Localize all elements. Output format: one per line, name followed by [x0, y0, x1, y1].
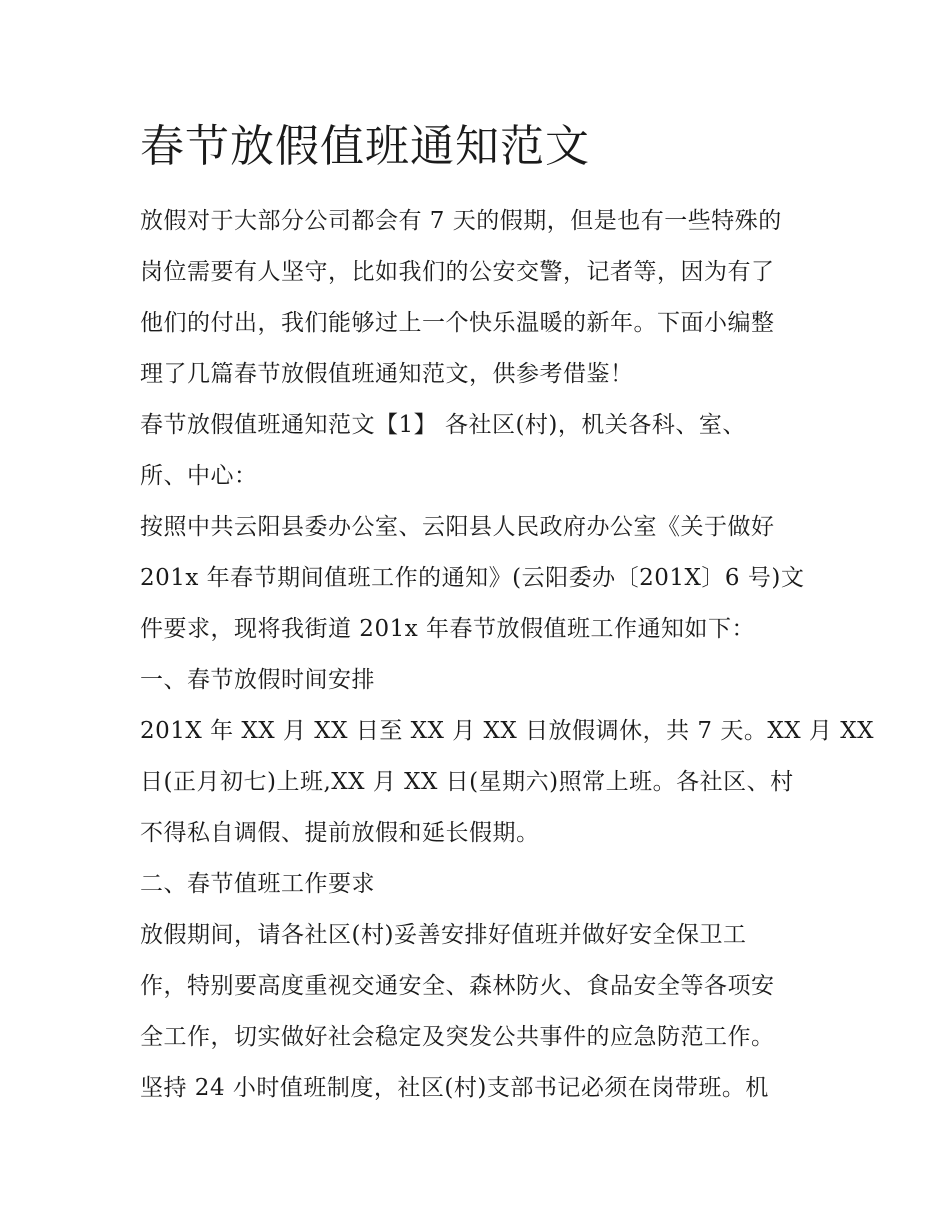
paragraph-line: 放假期间，请各社区(村)妥善安排好值班并做好安全保卫工: [140, 922, 747, 948]
paragraph-line: 201x 年春节期间值班工作的通知》(云阳委办〔201X〕6 号)文: [140, 565, 805, 591]
paragraph-line: 岗位需要有人坚守，比如我们的公安交警，记者等，因为有了: [140, 259, 775, 285]
paragraph-line: 按照中共云阳县委办公室、云阳县人民政府办公室《关于做好: [140, 514, 775, 540]
paragraph-line: 理了几篇春节放假值班通知范文，供参考借鉴！: [140, 361, 634, 387]
paragraph-line: 件要求，现将我街道 201x 年春节放假值班工作通知如下：: [140, 616, 755, 642]
paragraph-line: 日(正月初七)上班,XX 月 XX 日(星期六)照常上班。各社区、村: [140, 769, 794, 795]
section-heading-line: 春节放假值班通知范文【1】 各社区(村)，机关各科、室、: [140, 412, 746, 438]
paragraph-line: 放假对于大部分公司都会有 7 天的假期，但是也有一些特殊的: [140, 208, 782, 234]
section-heading-line: 一、春节放假时间安排: [140, 667, 375, 693]
paragraph-line: 坚持 24 小时值班制度，社区(村)支部书记必须在岗带班。机: [140, 1075, 769, 1101]
document-title: 春节放假值班通知范文: [140, 121, 590, 172]
paragraph-line: 全工作，切实做好社会稳定及突发公共事件的应急防范工作。: [140, 1024, 775, 1050]
paragraph-line: 所、中心：: [140, 463, 258, 489]
paragraph-line: 作，特别要高度重视交通安全、森林防火、食品安全等各项安: [140, 973, 775, 999]
paragraph-line: 不得私自调假、提前放假和延长假期。: [140, 820, 540, 846]
section-heading-line: 二、春节值班工作要求: [140, 871, 375, 897]
paragraph-line: 他们的付出，我们能够过上一个快乐温暖的新年。下面小编整: [140, 310, 775, 336]
paragraph-line: 201X 年 XX 月 XX 日至 XX 月 XX 日放假调休，共 7 天。XX 月 XX: [140, 718, 874, 744]
